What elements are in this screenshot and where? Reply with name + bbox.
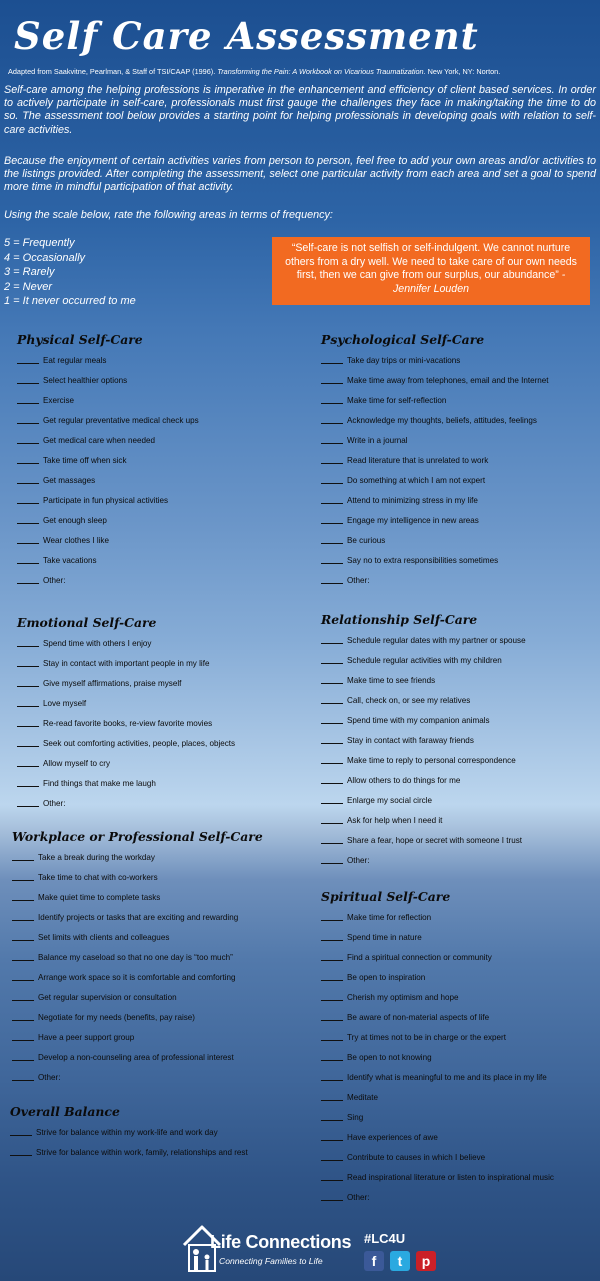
rating-blank[interactable] [12,908,34,921]
checklist-item [321,1148,596,1168]
section-title: Physical Self-Care [17,332,143,347]
checklist-label: Make time for reflection [347,913,432,922]
section-emotional [17,612,287,814]
checklist-label: Seek out comforting activities, people, places, objects [43,739,236,748]
checklist-label: Be open to inspiration [347,973,426,982]
checklist-label: Wear clothes I like [43,536,109,545]
checklist-item [321,928,596,948]
checklist-item [321,551,596,571]
checklist-item [321,771,596,791]
checklist-item [321,811,596,831]
rating-blank[interactable] [321,751,343,764]
rating-blank[interactable] [12,1008,34,1021]
checklist-item [12,848,292,868]
rating-blank[interactable] [321,731,343,744]
checklist-label: Spend time with others I enjoy [43,639,152,648]
scale-item: 1 = It never occurred to me [4,295,136,308]
intro-paragraph: Because the enjoyment of certain activities varies from person to person, feel free to add your own areas and/or activities to the listings provided. After completing the assessment, select one particular activity from each area and set a goal to spend more time in mindful participation of that activity. [4,155,596,194]
citation-suffix: New York, NY: Norton. [427,67,501,76]
checklist-label: Negotiate for my needs (benefits, pay raise) [38,1013,196,1022]
scale-item: 3 = Rarely [4,266,55,279]
checklist-label: Other: [38,1073,61,1082]
checklist-item [17,471,287,491]
rating-blank[interactable] [321,531,343,544]
checklist-item [321,451,596,471]
section-balance [10,1101,300,1163]
checklist-item [321,1008,596,1028]
checklist-item [321,1128,596,1148]
checklist-item [321,651,596,671]
rating-blank[interactable] [321,511,343,524]
rating-blank[interactable] [321,1048,343,1061]
checklist-item [12,948,292,968]
checklist-item [321,1188,596,1208]
checklist-label: Schedule regular activities with my children [347,656,502,665]
checklist-label: Read inspirational literature or listen to inspirational music [347,1173,554,1182]
checklist-label: Allow others to do things for me [347,776,461,785]
rating-blank[interactable] [321,811,343,824]
checklist-label: Get medical care when needed [43,436,156,445]
checklist [10,1123,300,1163]
checklist-item [321,851,596,871]
citation [8,67,594,76]
checklist-item [321,511,596,531]
checklist-label: Make time for self-reflection [347,396,447,405]
rating-blank[interactable] [321,791,343,804]
rating-blank[interactable] [17,391,39,404]
rating-blank[interactable] [321,351,343,364]
checklist-item [321,711,596,731]
checklist-item [17,531,287,551]
checklist-item [321,1168,596,1188]
checklist-item [12,928,292,948]
checklist-label: Give myself affirmations, praise myself [43,679,182,688]
checklist-label: Take a break during the workday [38,853,155,862]
checklist-label: Arrange work space so it is comfortable and comforting [38,973,236,982]
quote-box [272,237,590,305]
rating-blank[interactable] [17,431,39,444]
scale-item: 5 = Frequently [4,237,75,249]
rating-blank[interactable] [321,391,343,404]
checklist [321,908,596,1208]
checklist-item [17,351,287,371]
checklist-label: Stay in contact with important people in my life [43,659,210,668]
rating-blank[interactable] [12,1048,34,1061]
checklist-label: Other: [347,856,370,865]
checklist-item [17,431,287,451]
checklist-item [17,511,287,531]
checklist-label: Attend to minimizing stress in my life [347,496,478,505]
checklist-label: Take time to chat with co-workers [38,873,158,882]
rating-blank[interactable] [10,1123,32,1136]
checklist-item [321,1088,596,1108]
quote-text: “Self-care is not selfish or self-indulgent. We cannot nurture others from a dry well. We need to take care of our own needs first, then we can give from our surplus, our abundance” [285,242,577,282]
rating-blank[interactable] [321,831,343,844]
checklist-label: Get massages [43,476,96,485]
checklist-label: Other: [347,1193,370,1202]
rating-blank[interactable] [321,551,343,564]
rating-blank[interactable] [17,794,39,807]
brand-tagline: Connecting Families to Life [219,1256,323,1266]
rating-blank[interactable] [321,631,343,644]
scale-item: 4 = Occasionally [4,251,86,264]
checklist-label: Get enough sleep [43,516,107,525]
section-relationship [321,609,596,871]
checklist-label: Re-read favorite books, re-view favorite movies [43,719,213,728]
intro-paragraph: Self-care among the helping professions is imperative in the enhancement and efficiency of client based services. In order to actively participate in self-care, professionals must first gauge the challenges they face in making/taking the time to do so. The assessment tool below provides a starting point for helping professionals in developing goals with relation to self-care activities. [4,84,596,136]
rating-blank[interactable] [321,1128,343,1141]
section-title: Overall Balance [10,1104,120,1119]
checklist-label: Engage my intelligence in new areas [347,516,479,525]
rating-blank[interactable] [17,674,39,687]
rating-blank[interactable] [12,1028,34,1041]
checklist-label: Be open to not knowing [347,1053,432,1062]
rating-scale [4,236,136,309]
rating-blank[interactable] [321,928,343,941]
checklist-label: Take time off when sick [43,456,127,465]
checklist-label: Write in a journal [347,436,408,445]
checklist-item [17,491,287,511]
checklist-item [321,731,596,751]
rating-blank[interactable] [10,1143,32,1156]
checklist-label: Get regular supervision or consultation [38,993,177,1002]
checklist-label: Participate in fun physical activities [43,496,169,505]
rating-blank[interactable] [321,1108,343,1121]
checklist-label: Have a peer support group [38,1033,135,1042]
checklist-item [321,1048,596,1068]
checklist-item [321,791,596,811]
checklist-label: Take vacations [43,556,97,565]
checklist-label: Ask for help when I need it [347,816,443,825]
page-title: Self Care Assessment [14,14,479,58]
checklist-label: Set limits with clients and colleagues [38,933,170,942]
checklist-item [17,654,287,674]
checklist-item [12,868,292,888]
checklist-label: Make time away from telephones, email and the Internet [347,376,549,385]
checklist-label: Call, check on, or see my relatives [347,696,471,705]
checklist-item [321,1028,596,1048]
checklist-item [321,908,596,928]
checklist-item [321,988,596,1008]
scale-item: 2 = Never [4,280,52,293]
checklist-item [17,674,287,694]
rating-blank[interactable] [321,968,343,981]
rating-blank[interactable] [321,451,343,464]
checklist-label: Contribute to causes in which I believe [347,1153,486,1162]
checklist-item [321,471,596,491]
checklist-item [321,391,596,411]
rating-blank[interactable] [321,471,343,484]
checklist-item [321,411,596,431]
rating-blank[interactable] [321,711,343,724]
checklist-label: Share a fear, hope or secret with someone I trust [347,836,523,845]
rating-blank[interactable] [12,848,34,861]
checklist-item [17,571,287,591]
rating-blank[interactable] [321,1148,343,1161]
checklist-item [17,714,287,734]
checklist-label: Do something at which I am not expert [347,476,486,485]
rating-blank[interactable] [12,948,34,961]
checklist-item [17,754,287,774]
checklist-item [17,634,287,654]
checklist-item [321,691,596,711]
checklist-label: Strive for balance within my work-life and work day [36,1128,218,1137]
checklist-item [321,751,596,771]
checklist-item [10,1123,300,1143]
checklist-item [12,988,292,1008]
section-title: Workplace or Professional Self-Care [12,829,263,844]
citation-book: Transforming the Pain: A Workbook on Vicarious Traumatization. [217,67,426,76]
pinterest-icon[interactable]: p [416,1251,436,1271]
checklist-item [17,794,287,814]
checklist-item [12,1008,292,1028]
checklist-label: Love myself [43,699,87,708]
section-title: Relationship Self-Care [321,612,478,627]
checklist-item [321,431,596,451]
rating-blank[interactable] [321,771,343,784]
checklist-item [321,351,596,371]
rating-blank[interactable] [17,451,39,464]
checklist-item [321,831,596,851]
rating-blank[interactable] [321,948,343,961]
checklist-item [17,411,287,431]
quote-author: - Jennifer Louden [393,269,566,295]
rating-blank[interactable] [12,988,34,1001]
facebook-icon[interactable]: f [364,1251,384,1271]
checklist-label: Spend time in nature [347,933,422,942]
rating-blank[interactable] [321,1068,343,1081]
rating-blank[interactable] [321,908,343,921]
rating-blank[interactable] [321,671,343,684]
hashtag: #LC4U [364,1231,406,1246]
rating-blank[interactable] [321,1028,343,1041]
checklist-label: Stay in contact with faraway friends [347,736,474,745]
section-psychological [321,329,596,591]
checklist-label: Get regular preventative medical check ups [43,416,199,425]
brand-name: Life Connections [210,1232,352,1252]
rating-blank[interactable] [321,651,343,664]
rating-blank[interactable] [17,734,39,747]
checklist [321,351,596,591]
checklist-label: Try at times not to be in charge or the expert [347,1033,506,1042]
checklist-label: Sing [347,1113,364,1122]
checklist-label: Be aware of non-material aspects of life [347,1013,490,1022]
checklist-item [12,1068,292,1088]
rating-blank[interactable] [17,551,39,564]
rating-blank[interactable] [12,1068,34,1081]
checklist-label: Make quiet time to complete tasks [38,893,161,902]
checklist-label: Other: [43,799,66,808]
checklist-label: Select healthier options [43,376,128,385]
section-physical [17,329,287,591]
rating-blank[interactable] [17,371,39,384]
checklist-item [12,1048,292,1068]
checklist-label: Other: [347,576,370,585]
checklist-label: Make time to reply to personal correspondence [347,756,516,765]
checklist-item [12,968,292,988]
checklist-item [321,371,596,391]
checklist-label: Find a spiritual connection or community [347,953,492,962]
checklist-item [321,571,596,591]
checklist-item [12,888,292,908]
rating-blank[interactable] [17,491,39,504]
checklist-label: Enlarge my social circle [347,796,433,805]
section-title: Psychological Self-Care [321,332,485,347]
rating-blank[interactable] [321,1088,343,1101]
checklist-label: Make time to see friends [347,676,436,685]
rating-blank[interactable] [321,1008,343,1021]
checklist-item [17,694,287,714]
checklist-item [17,391,287,411]
checklist-item [321,948,596,968]
twitter-icon[interactable]: t [390,1251,410,1271]
rating-blank[interactable] [321,371,343,384]
rating-blank[interactable] [321,431,343,444]
rating-blank[interactable] [17,511,39,524]
checklist-label: Read literature that is unrelated to work [347,456,489,465]
checklist-item [321,531,596,551]
checklist-item [321,671,596,691]
checklist [321,631,596,871]
scale-instruction: Using the scale below, rate the following areas in terms of frequency: [4,209,333,221]
checklist-item [12,908,292,928]
checklist-item [321,968,596,988]
rating-blank[interactable] [17,634,39,647]
rating-blank[interactable] [321,571,343,584]
checklist-item [17,451,287,471]
checklist-label: Have experiences of awe [347,1133,438,1142]
checklist [17,351,287,591]
checklist [12,848,292,1088]
checklist-item [321,1108,596,1128]
rating-blank[interactable] [12,888,34,901]
checklist-item [17,371,287,391]
checklist [17,634,287,814]
checklist-label: Meditate [347,1093,379,1102]
checklist-label: Eat regular meals [43,356,107,365]
rating-blank[interactable] [321,491,343,504]
checklist-item [17,551,287,571]
checklist-label: Allow myself to cry [43,759,111,768]
checklist-label: Take day trips or mini-vacations [347,356,461,365]
rating-blank[interactable] [17,411,39,424]
rating-blank[interactable] [321,691,343,704]
checklist-label: Develop a non-counseling area of professional interest [38,1053,234,1062]
checklist-item [10,1143,300,1163]
rating-blank[interactable] [17,694,39,707]
rating-blank[interactable] [321,1188,343,1201]
rating-blank[interactable] [321,988,343,1001]
checklist-label: Strive for balance within work, family, relationships and rest [36,1148,248,1157]
rating-blank[interactable] [17,774,39,787]
checklist-label: Exercise [43,396,75,405]
checklist-item [12,1028,292,1048]
rating-blank[interactable] [12,968,34,981]
checklist-item [321,491,596,511]
section-workplace [12,826,292,1088]
rating-blank[interactable] [17,654,39,667]
checklist-item [321,631,596,651]
rating-blank[interactable] [17,754,39,767]
checklist-label: Identify what is meaningful to me and its place in my life [347,1073,547,1082]
citation-prefix: Adapted from Saakvitne, Pearlman, & Staff of TSI/CAAP (1996). [8,67,216,76]
checklist-label: Balance my caseload so that no one day is “too much” [38,953,233,962]
checklist-item [17,774,287,794]
checklist-label: Other: [43,576,66,585]
checklist-item [321,1068,596,1088]
rating-blank[interactable] [17,714,39,727]
checklist-label: Cherish my optimism and hope [347,993,459,1002]
rating-blank[interactable] [12,928,34,941]
checklist-label: Say no to extra responsibilities sometimes [347,556,499,565]
section-title: Emotional Self-Care [17,615,157,630]
rating-blank[interactable] [17,571,39,584]
checklist-label: Find things that make me laugh [43,779,156,788]
checklist-label: Spend time with my companion animals [347,716,490,725]
checklist-label: Identify projects or tasks that are exciting and rewarding [38,913,239,922]
rating-blank[interactable] [17,531,39,544]
section-title: Spiritual Self-Care [321,889,451,904]
rating-blank[interactable] [17,471,39,484]
rating-blank[interactable] [321,411,343,424]
rating-blank[interactable] [17,351,39,364]
checklist-label: Acknowledge my thoughts, beliefs, attitudes, feelings [347,416,537,425]
rating-blank[interactable] [321,851,343,864]
rating-blank[interactable] [321,1168,343,1181]
rating-blank[interactable] [12,868,34,881]
checklist-label: Schedule regular dates with my partner or spouse [347,636,526,645]
checklist-label: Be curious [347,536,386,545]
checklist-item [17,734,287,754]
section-spiritual [321,886,596,1208]
